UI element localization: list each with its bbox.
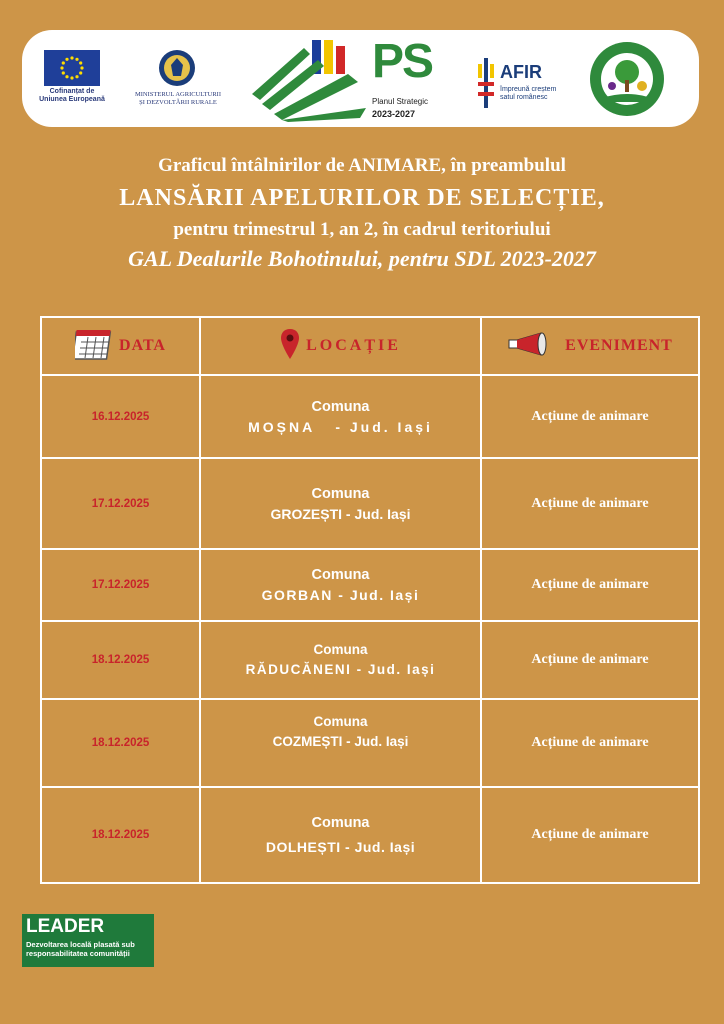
romania-coat-of-arms-icon [157, 48, 197, 93]
title-line-4: GAL Dealurile Bohotinului, pentru SDL 2023-2027 [128, 246, 596, 271]
row-2-event: Acțiune de animare [531, 495, 649, 511]
row-3-location-type: Comuna [311, 567, 370, 583]
row-4-location-type: Comuna [313, 642, 368, 657]
leader-subtitle: Dezvoltarea locală plasată sub responsabilitatea comunității [26, 940, 135, 958]
row-4-date: 18.12.2025 [91, 654, 150, 666]
afir-caption: împreună creștem satul românesc [500, 86, 557, 101]
header-date-label: DATA [119, 337, 166, 354]
map-pin-icon [280, 328, 300, 365]
row-6-location [201, 788, 480, 882]
row-1-date: 16.12.2025 [91, 410, 150, 423]
row-6-event: Acțiune de animare [531, 827, 649, 842]
ps-stripes-logo-icon [248, 38, 368, 127]
row-6-location-type: Comuna [311, 815, 370, 831]
row-5-event: Acțiune de animare [531, 735, 649, 750]
row-3-location-name: GORBAN - Jud. Iași [261, 587, 420, 603]
header-location [201, 318, 480, 374]
title-line-2: LANSĂRII APELURILOR DE SELECȚIE, [119, 185, 605, 211]
row-5-date: 18.12.2025 [91, 737, 150, 749]
row-4-location-name: RĂDUCĂNENI - Jud. Iași [245, 662, 436, 677]
row-3-event: Acțiune de animare [531, 577, 649, 592]
table-border [698, 316, 700, 884]
leader-title: LEADER [26, 916, 105, 937]
row-3-location [201, 550, 480, 620]
megaphone-icon [507, 332, 551, 361]
leader-logo [22, 914, 154, 967]
row-6-location-name: DOLHEȘTI - Jud. Iași [265, 839, 416, 855]
row-1-location-type: Comuna [311, 398, 370, 415]
header-date [42, 318, 199, 374]
header-event-label: EVENIMENT [565, 337, 673, 354]
row-6-date: 18.12.2025 [91, 829, 150, 841]
row-4-event: Acțiune de animare [531, 652, 649, 667]
schedule-table [40, 316, 700, 884]
row-2-location [201, 459, 480, 548]
eu-caption: Cofinanțat de Uniunea Europeană [39, 88, 105, 103]
header-location-label: LOCAȚIE [306, 337, 401, 354]
table-border [40, 882, 700, 884]
row-1-location-name: MOȘNA - Jud. Iași [248, 418, 433, 435]
calendar-icon [75, 327, 115, 366]
ps-caption: Planul Strategic 2023-2027 [372, 97, 429, 119]
row-2-date: 17.12.2025 [91, 497, 150, 510]
afir-emblem-icon [476, 58, 496, 113]
row-5-location-name: COZMEȘTI - Jud. Iași [272, 734, 409, 749]
title-line-3: pentru trimestrul 1, an 2, în cadrul teritoriului [173, 219, 551, 240]
title-line-1: Graficul întâlnirilor de ANIMARE, în preambulul [158, 155, 566, 176]
row-1-event: Acțiune de animare [531, 408, 649, 424]
row-1-location [201, 376, 480, 457]
row-5-location [201, 700, 480, 786]
madr-caption: MINISTERUL AGRICULTURII ȘI DEZVOLTĂRII RURALE [134, 91, 221, 106]
logo-bar [22, 30, 699, 127]
header-event [482, 318, 698, 374]
row-3-date: 17.12.2025 [91, 579, 150, 591]
row-2-location-type: Comuna [311, 485, 370, 502]
eu-flag-icon [44, 50, 100, 86]
afir-name: AFIR [500, 62, 542, 82]
gal-dealurile-bohotinului-logo-icon [588, 40, 666, 123]
row-4-location [201, 622, 480, 698]
ps-mark: PS [372, 35, 433, 88]
row-2-location-name: GROZEȘTI - Jud. Iași [270, 505, 411, 522]
row-5-location-type: Comuna [313, 714, 368, 729]
